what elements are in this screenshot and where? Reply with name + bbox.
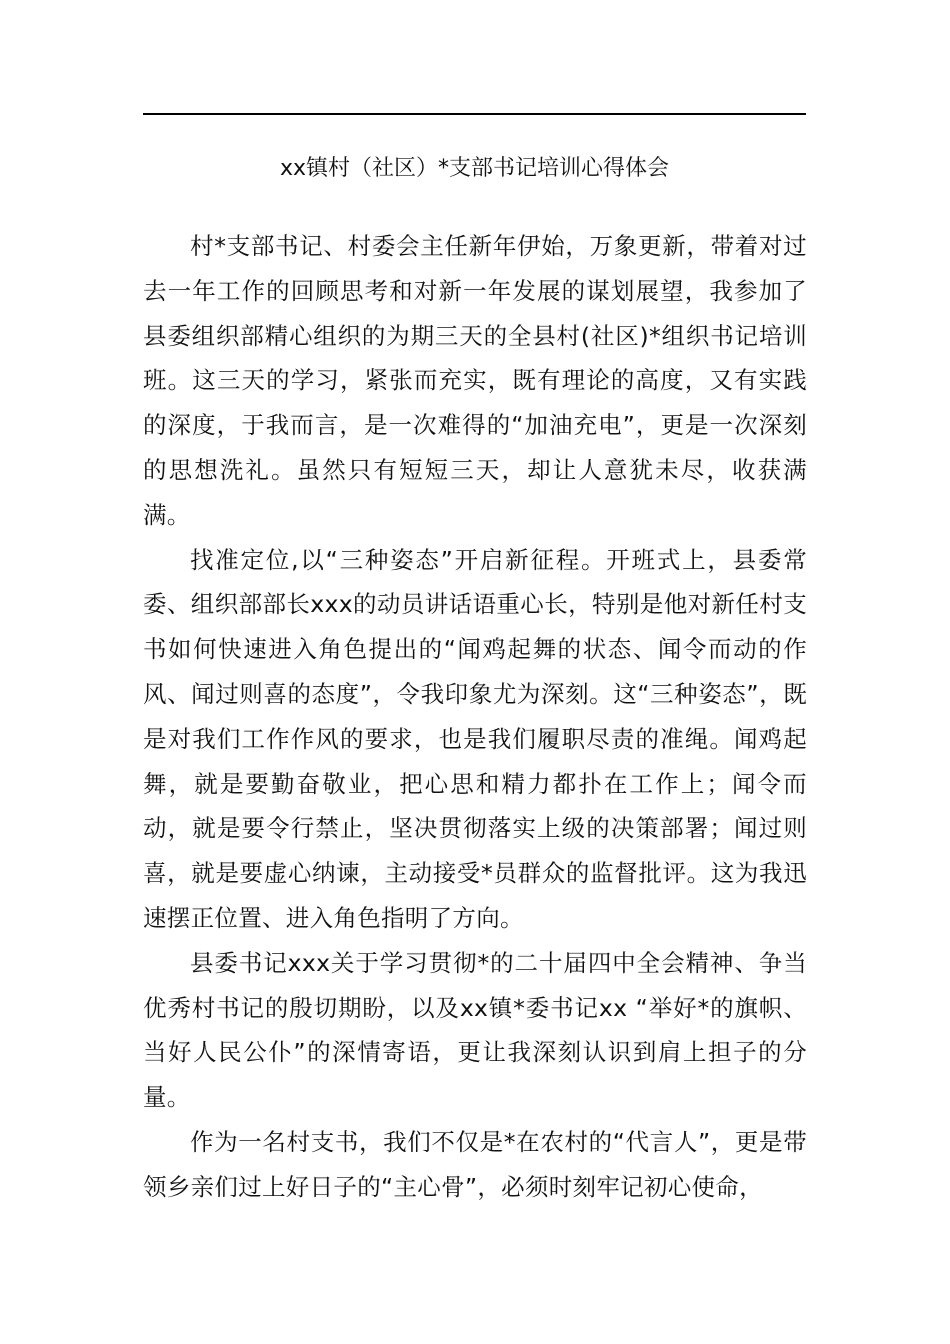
paragraph-1: 村*支部书记、村委会主任新年伊始，万象更新，带着对过去一年工作的回顾思考和对新一年发展的谋划展望，我参加了县委组织部精心组织的为期三天的全县村(社区)*组织书记培训班。这三天的学习，紧张而充实，既有理论的高度，又有实践的深度，于我而言，是一次难得的“加油充电”，更是一次深刻的思想洗礼。虽然只有短短三天，却让人意犹未尽，收获满满。: [143, 232, 807, 529]
header-rule: [143, 113, 806, 115]
document-body: [143, 224, 807, 1210]
paragraph-4: 作为一名村支书，我们不仅是*在农村的“代言人”，更是带领乡亲们过上好日子的“主心骨”，必须时刻牢记初心使命，: [143, 1127, 807, 1201]
paragraph-3: 县委书记xxx关于学习贯彻*的二十届四中全会精神、争当优秀村书记的殷切期盼，以及xx镇*委书记xx “举好*的旗帜、当好人民公仆”的深情寄语，更让我深刻认识到肩上担子的分量。: [143, 948, 807, 1112]
paragraph-2: 找准定位,以“三种姿态”开启新征程。开班式上，县委常委、组织部部长xxx的动员讲话语重心长，特别是他对新任村支书如何快速进入角色提出的“闻鸡起舞的状态、闻令而动的作风、闻过则喜的态度”，令我印象尤为深刻。这“三种姿态”，既是对我们工作作风的要求，也是我们履职尽责的准绳。闻鸡起舞，就是要勤奋敬业，把心思和精力都扑在工作上；闻令而动，就是要令行禁止，坚决贯彻落实上级的决策部署；闻过则喜，就是要虚心纳谏，主动接受*员群众的监督批评。这为我迅速摆正位置、进入角色指明了方向。: [143, 545, 807, 932]
document-title: xx镇村（社区）*支部书记培训心得体会: [279, 156, 670, 181]
